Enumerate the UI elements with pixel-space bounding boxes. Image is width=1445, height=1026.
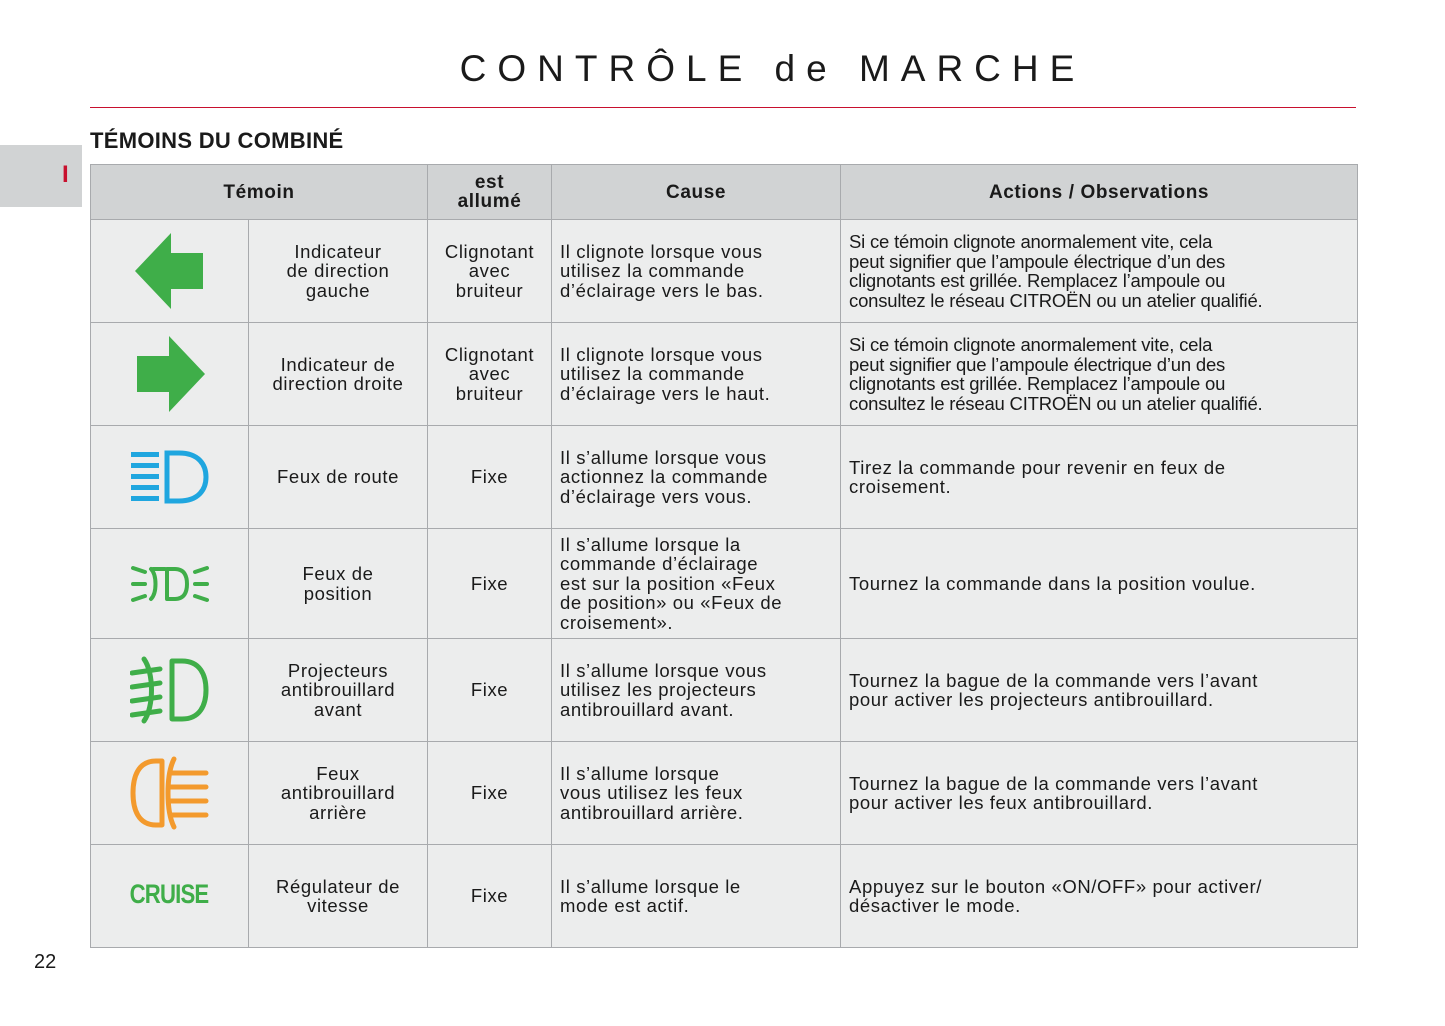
chapter-tab: [0, 145, 82, 207]
lamp-state: Clignotant avec bruiteur: [428, 220, 552, 323]
sidelights-icon: [131, 563, 209, 605]
header-state-line1: est: [474, 172, 505, 193]
lamp-state: Fixe: [428, 639, 552, 742]
header-cause: Cause: [552, 165, 841, 220]
lamp-action: Tournez la bague de la commande vers l’avant pour activer les projecteurs antibrouillard.: [841, 639, 1358, 742]
left-turn-arrow-icon: [135, 233, 205, 309]
lamp-cause: Il s’allume lorsque vous utilisez les projecteurs antibrouillard avant.: [552, 639, 841, 742]
lamp-state: Fixe: [428, 426, 552, 529]
table-row: [91, 742, 1358, 845]
lamp-state: Fixe: [428, 845, 552, 948]
lamp-name: Feux de position: [249, 529, 428, 639]
title-rule: [90, 107, 1356, 108]
icon-cell: [91, 426, 249, 529]
page-title: CONTRÔLE de MARCHE: [459, 48, 1086, 89]
lamp-name: Projecteurs antibrouillard avant: [249, 639, 428, 742]
chapter-marker: I: [62, 161, 69, 188]
table-row: [91, 220, 1358, 323]
icon-cell: [91, 220, 249, 323]
table-row: [91, 639, 1358, 742]
lamp-cause: Il clignote lorsque vous utilisez la commande d’éclairage vers le haut.: [552, 323, 841, 426]
lamp-state: Fixe: [428, 529, 552, 639]
table-row: [91, 426, 1358, 529]
icon-cell: [91, 529, 249, 639]
page-number: 22: [34, 951, 57, 973]
header-actions: Actions / Observations: [841, 165, 1358, 220]
lamp-name: Indicateur de direction droite: [249, 323, 428, 426]
lamp-action: Si ce témoin clignote anormalement vite, cela peut signifier que l’ampoule électrique d’un des clignotants est grillée. Remplacez l’ampoule ou consultez le réseau CITROËN ou un atelier qualifié.: [841, 323, 1358, 426]
lamp-cause: Il s’allume lorsque vous utilisez les feux antibrouillard arrière.: [552, 742, 841, 845]
table-row: [91, 845, 1358, 948]
icon-cell: [91, 742, 249, 845]
warning-lights-table: [90, 164, 1358, 948]
rear-fog-light-icon: [130, 755, 210, 831]
high-beam-icon: [131, 450, 209, 504]
section-title: TÉMOINS DU COMBINÉ: [90, 128, 344, 153]
lamp-action: Tournez la commande dans la position voulue.: [841, 529, 1358, 639]
header-state: [428, 165, 552, 220]
lamp-action: Tirez la commande pour revenir en feux de croisement.: [841, 426, 1358, 529]
lamp-cause: Il s’allume lorsque vous actionnez la commande d’éclairage vers vous.: [552, 426, 841, 529]
lamp-cause: Il s’allume lorsque la commande d’éclairage est sur la position «Feux de position» ou «Feux de croisement».: [552, 529, 841, 639]
lamp-cause: Il s’allume lorsque le mode est actif.: [552, 845, 841, 948]
lamp-name: Feux de route: [249, 426, 428, 529]
lamp-action: Appuyez sur le bouton «ON/OFF» pour activer/ désactiver le mode.: [841, 845, 1358, 948]
icon-cell: [91, 323, 249, 426]
lamp-name: Indicateur de direction gauche: [249, 220, 428, 323]
lamp-action: Tournez la bague de la commande vers l’avant pour activer les feux antibrouillard.: [841, 742, 1358, 845]
lamp-state: Fixe: [428, 742, 552, 845]
icon-cell: [91, 845, 249, 948]
lamp-name: Régulateur de vitesse: [249, 845, 428, 948]
lamp-name: Feux antibrouillard arrière: [249, 742, 428, 845]
icon-cell: [91, 639, 249, 742]
table-row: [91, 323, 1358, 426]
front-fog-light-icon: [130, 655, 210, 725]
table-row: [91, 529, 1358, 639]
lamp-cause: Il clignote lorsque vous utilisez la commande d’éclairage vers le bas.: [552, 220, 841, 323]
right-turn-arrow-icon: [135, 336, 205, 412]
cruise-icon: CRUISE: [130, 879, 209, 910]
header-state-line2: allumé: [457, 191, 522, 212]
header-temoin: Témoin: [91, 165, 428, 220]
lamp-action: Si ce témoin clignote anormalement vite, cela peut signifier que l’ampoule électrique d’un des clignotants est grillée. Remplacez l’ampoule ou consultez le réseau CITROËN ou un atelier qualifié.: [841, 220, 1358, 323]
table-header-row: [91, 165, 1358, 220]
lamp-state: Clignotant avec bruiteur: [428, 323, 552, 426]
